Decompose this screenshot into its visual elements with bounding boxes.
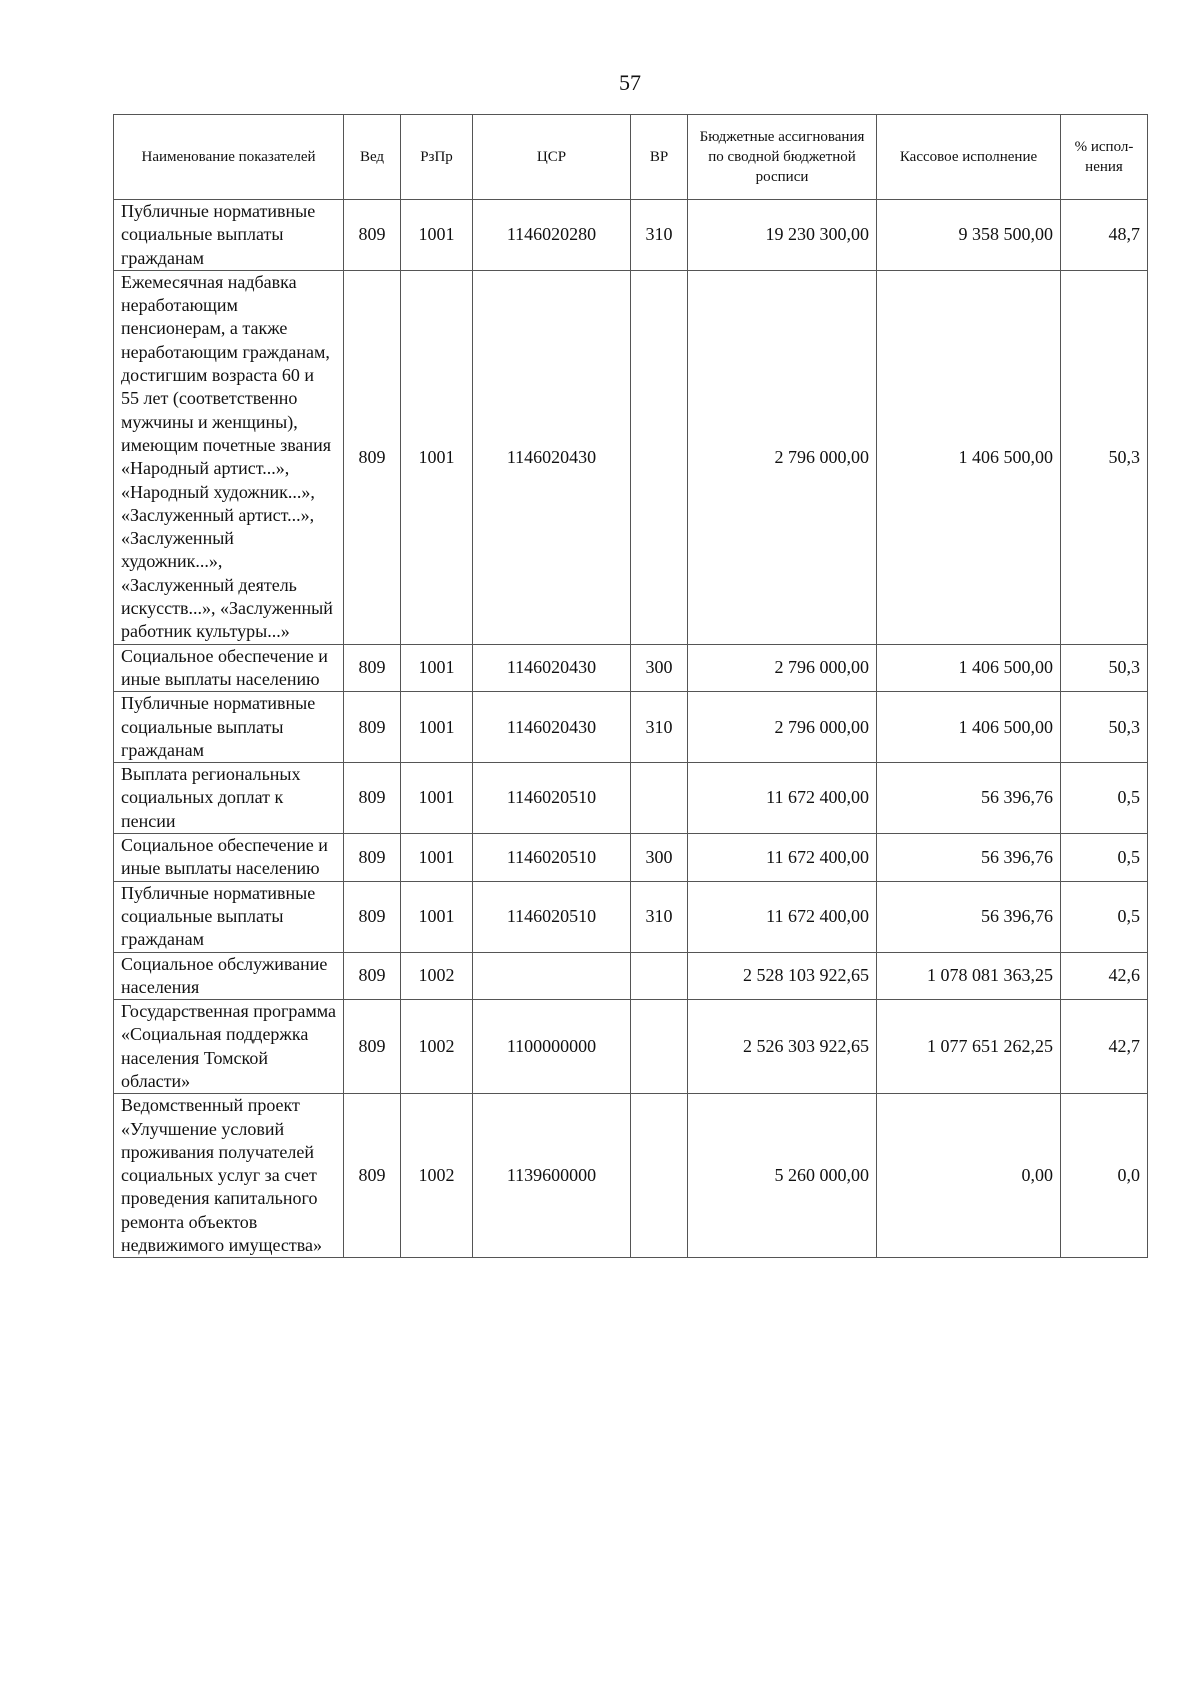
cell-rzpr: 1002 xyxy=(401,1094,473,1258)
cell-cash: 56 396,76 xyxy=(877,763,1061,834)
cell-vr: 310 xyxy=(631,200,688,271)
cell-csr: 1146020430 xyxy=(473,644,631,692)
cell-csr: 1139600000 xyxy=(473,1094,631,1258)
cell-name: Ведомственный проект «Улучшение условий проживания получателей социальных услуг за счет проведения капитального ремонта объектов недвижимого имущества» xyxy=(114,1094,344,1258)
cell-percent: 48,7 xyxy=(1061,200,1148,271)
cell-ved: 809 xyxy=(344,270,401,644)
table-header-row xyxy=(114,115,1148,200)
cell-percent: 0,0 xyxy=(1061,1094,1148,1258)
cell-budget: 19 230 300,00 xyxy=(688,200,877,271)
cell-percent: 50,3 xyxy=(1061,644,1148,692)
cell-vr xyxy=(631,763,688,834)
cell-ved: 809 xyxy=(344,952,401,1000)
cell-vr xyxy=(631,1094,688,1258)
cell-cash: 1 078 081 363,25 xyxy=(877,952,1061,1000)
header-cash: Кассовое исполнение xyxy=(877,115,1061,200)
cell-vr xyxy=(631,952,688,1000)
header-ved: Вед xyxy=(344,115,401,200)
table-row xyxy=(114,763,1148,834)
table-row xyxy=(114,692,1148,763)
cell-budget: 11 672 400,00 xyxy=(688,834,877,882)
cell-budget: 2 526 303 922,65 xyxy=(688,1000,877,1094)
table-row xyxy=(114,1000,1148,1094)
table-row xyxy=(114,270,1148,644)
header-percent: % испол-нения xyxy=(1061,115,1148,200)
cell-rzpr: 1001 xyxy=(401,834,473,882)
cell-csr xyxy=(473,952,631,1000)
cell-vr xyxy=(631,270,688,644)
cell-ved: 809 xyxy=(344,881,401,952)
cell-csr: 1100000000 xyxy=(473,1000,631,1094)
cell-percent: 0,5 xyxy=(1061,763,1148,834)
cell-name: Ежемесячная надбавка неработающим пенсионерам, а также неработающим гражданам, достигшим возраста 60 и 55 лет (соответственно мужчины и женщины), имеющим почетные звания «Народный артист...», «Народный художник...», «Заслуженный артист...», «Заслуженный художник...», «Заслуженный деятель искусств...», «Заслуженный работник культуры...» xyxy=(114,270,344,644)
cell-ved: 809 xyxy=(344,200,401,271)
cell-ved: 809 xyxy=(344,1000,401,1094)
cell-budget: 11 672 400,00 xyxy=(688,763,877,834)
cell-name: Социальное обеспечение и иные выплаты населению xyxy=(114,644,344,692)
cell-cash: 56 396,76 xyxy=(877,834,1061,882)
cell-vr: 300 xyxy=(631,644,688,692)
cell-name: Публичные нормативные социальные выплаты гражданам xyxy=(114,692,344,763)
cell-ved: 809 xyxy=(344,763,401,834)
cell-ved: 809 xyxy=(344,834,401,882)
table-row xyxy=(114,200,1148,271)
budget-table xyxy=(113,114,1148,1258)
cell-percent: 42,7 xyxy=(1061,1000,1148,1094)
cell-rzpr: 1001 xyxy=(401,200,473,271)
cell-csr: 1146020510 xyxy=(473,763,631,834)
cell-name: Государственная программа «Социальная поддержка населения Томской области» xyxy=(114,1000,344,1094)
cell-percent: 50,3 xyxy=(1061,270,1148,644)
cell-rzpr: 1001 xyxy=(401,763,473,834)
table-row xyxy=(114,834,1148,882)
cell-cash: 9 358 500,00 xyxy=(877,200,1061,271)
cell-percent: 50,3 xyxy=(1061,692,1148,763)
cell-csr: 1146020280 xyxy=(473,200,631,271)
cell-vr: 310 xyxy=(631,881,688,952)
cell-csr: 1146020510 xyxy=(473,834,631,882)
cell-rzpr: 1001 xyxy=(401,692,473,763)
cell-budget: 11 672 400,00 xyxy=(688,881,877,952)
cell-percent: 0,5 xyxy=(1061,881,1148,952)
cell-cash: 1 406 500,00 xyxy=(877,270,1061,644)
cell-name: Публичные нормативные социальные выплаты гражданам xyxy=(114,200,344,271)
cell-budget: 5 260 000,00 xyxy=(688,1094,877,1258)
cell-cash: 0,00 xyxy=(877,1094,1061,1258)
cell-cash: 1 077 651 262,25 xyxy=(877,1000,1061,1094)
cell-csr: 1146020430 xyxy=(473,270,631,644)
cell-budget: 2 796 000,00 xyxy=(688,644,877,692)
cell-ved: 809 xyxy=(344,1094,401,1258)
header-rzpr: РзПр xyxy=(401,115,473,200)
cell-cash: 56 396,76 xyxy=(877,881,1061,952)
header-vr: ВР xyxy=(631,115,688,200)
cell-rzpr: 1001 xyxy=(401,644,473,692)
cell-budget: 2 796 000,00 xyxy=(688,270,877,644)
cell-vr: 300 xyxy=(631,834,688,882)
cell-rzpr: 1002 xyxy=(401,1000,473,1094)
cell-vr xyxy=(631,1000,688,1094)
page-number: 57 xyxy=(619,70,641,95)
cell-percent: 0,5 xyxy=(1061,834,1148,882)
table-row xyxy=(114,952,1148,1000)
cell-csr: 1146020430 xyxy=(473,692,631,763)
cell-rzpr: 1002 xyxy=(401,952,473,1000)
header-budget: Бюджетные ассигнования по сводной бюджетной росписи xyxy=(688,115,877,200)
cell-vr: 310 xyxy=(631,692,688,763)
cell-name: Социальное обеспечение и иные выплаты населению xyxy=(114,834,344,882)
cell-name: Социальное обслуживание населения xyxy=(114,952,344,1000)
cell-ved: 809 xyxy=(344,692,401,763)
cell-budget: 2 796 000,00 xyxy=(688,692,877,763)
cell-budget: 2 528 103 922,65 xyxy=(688,952,877,1000)
header-name: Наименование показателей xyxy=(114,115,344,200)
cell-cash: 1 406 500,00 xyxy=(877,692,1061,763)
cell-rzpr: 1001 xyxy=(401,881,473,952)
cell-rzpr: 1001 xyxy=(401,270,473,644)
cell-percent: 42,6 xyxy=(1061,952,1148,1000)
table-row xyxy=(114,881,1148,952)
table-row xyxy=(114,644,1148,692)
cell-cash: 1 406 500,00 xyxy=(877,644,1061,692)
cell-name: Выплата региональных социальных доплат к пенсии xyxy=(114,763,344,834)
header-csr: ЦСР xyxy=(473,115,631,200)
cell-csr: 1146020510 xyxy=(473,881,631,952)
table-row xyxy=(114,1094,1148,1258)
cell-name: Публичные нормативные социальные выплаты гражданам xyxy=(114,881,344,952)
cell-ved: 809 xyxy=(344,644,401,692)
